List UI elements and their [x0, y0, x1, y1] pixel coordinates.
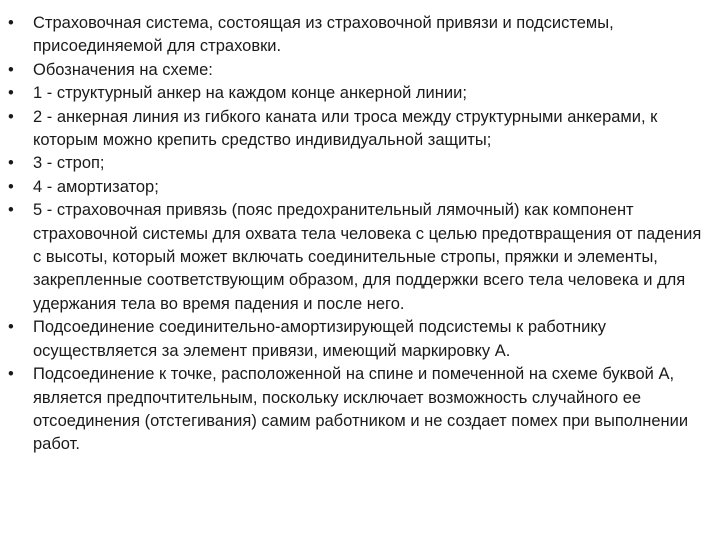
list-item-text: Обозначения на схеме:	[33, 60, 213, 79]
bullet-icon: •	[8, 177, 14, 196]
list-item	[8, 59, 708, 82]
bullet-icon: •	[8, 201, 14, 220]
list-item-text: 1 - структурный анкер на каждом конце анкерной линии;	[33, 84, 467, 103]
bullet-icon: •	[8, 154, 14, 173]
list-item-text: 2 - анкерная линия из гибкого каната или троса между структурными анкерами, к которым можно крепить средство индивидуальной защиты;	[33, 107, 658, 150]
bullet-list	[8, 12, 708, 457]
list-item	[8, 106, 708, 153]
list-item	[8, 12, 708, 59]
list-item	[8, 82, 708, 105]
list-item	[8, 363, 708, 457]
bullet-icon: •	[8, 60, 14, 79]
list-item-text: Подсоединение к точке, расположенной на спине и помеченной на схеме буквой А, является предпочтительным, поскольку исключает возможность случайного ее отсоединения (отстегивания) самим работником и не создает помех при выполнении работ.	[33, 365, 689, 454]
list-item-text: 4 - амортизатор;	[33, 177, 159, 196]
list-item-text: 5 - страховочная привязь (пояс предохранительный лямочный) как компонент страховочной системы для охвата тела человека с целью предотвращения от падения с высоты, который может включать соединительные стропы, пряжки и элементы, закрепленные соответствующим образом, для поддержки всего тела человека и для удержания тела во время падения и после него.	[33, 201, 702, 313]
bullet-icon: •	[8, 318, 14, 337]
bullet-icon: •	[8, 84, 14, 103]
list-item	[8, 316, 708, 363]
list-item	[8, 199, 708, 316]
bullet-icon: •	[8, 107, 14, 126]
bullet-icon: •	[8, 14, 14, 32]
list-item-text: Подсоединение соединительно-амортизирующей подсистемы к работнику осуществляется за элемент привязи, имеющий маркировку А.	[33, 318, 606, 360]
list-item-text: 3 - строп;	[33, 154, 105, 173]
list-item-text: Страховочная система, состоящая из страховочной привязи и подсистемы, присоединяемой для страховки.	[33, 14, 614, 56]
list-item	[8, 176, 708, 199]
list-item	[8, 152, 708, 175]
bullet-icon: •	[8, 365, 14, 384]
